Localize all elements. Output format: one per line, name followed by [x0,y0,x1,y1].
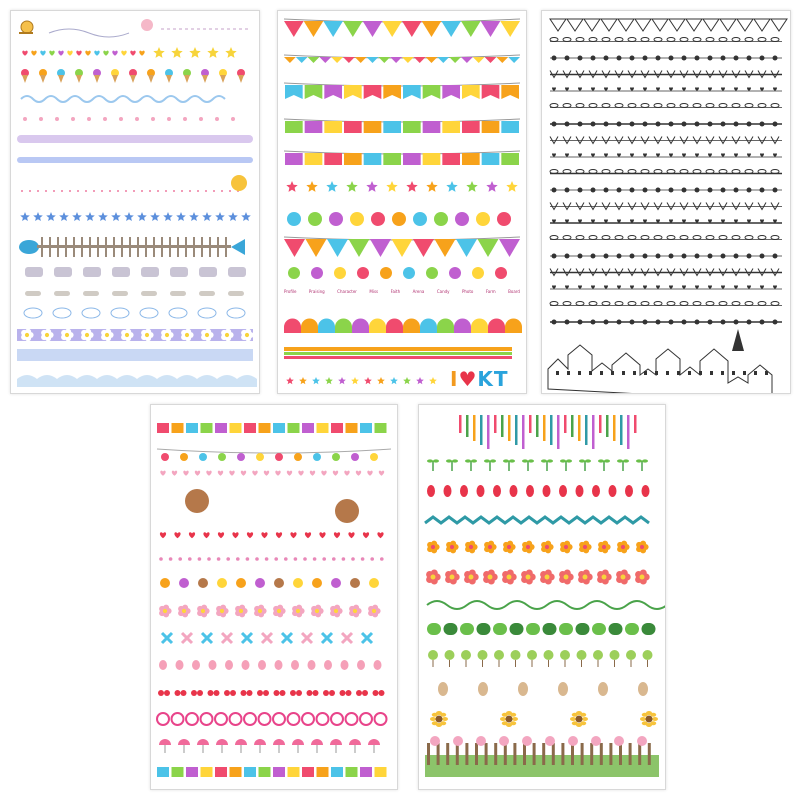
flower-icon [427,541,649,554]
fish-bone-icon [19,237,245,257]
bone-icon [25,291,244,296]
chick-icon [231,175,247,191]
snail-icon [19,21,33,33]
garden-artwork [419,405,665,789]
string-lights-row [157,449,391,461]
label-5: Arena [412,289,425,294]
tree-icon [428,650,653,667]
vine-border [427,601,665,609]
label-4: Faith [390,289,401,294]
label-9: Board [508,289,520,294]
cute-food-sheet [150,404,398,790]
label-7: Photo [461,289,474,294]
sprout-row [427,459,648,471]
rabbit-icon [438,682,648,696]
bunting-banner-sheet [277,10,527,394]
doodle-icon-row [288,267,507,279]
logo-letters-kt: KT [477,367,509,391]
leaf-row [427,623,656,635]
star-icon [286,377,437,384]
cat-face-row [25,267,246,277]
cherry-icon [158,690,385,696]
lace-border-rows [550,19,787,325]
star-icon [20,212,251,221]
paw-print-row [23,117,235,121]
tulip-row [159,660,382,670]
house-icon [548,329,772,393]
train-icon [157,423,387,433]
heart-icon [160,471,384,476]
cloud-icon [24,308,245,318]
label-8: Farm [485,289,496,294]
label-2: Character [337,289,357,294]
sprinkle-row [159,557,383,561]
pig-icon [141,19,153,31]
heart-icon [160,532,384,538]
star-icon [153,47,236,58]
label-0: Profile [284,289,297,294]
heart-ring-row [157,713,387,725]
ice-cream-icon [21,69,245,83]
wave-border [425,517,649,523]
heart-icon [22,51,144,56]
label-1: Praising [308,289,325,294]
hexagon-row [287,212,511,226]
lace-artwork [542,11,790,393]
food-icon-row [160,578,379,588]
label-3: Miss [369,289,379,294]
logo-letter-i: I [450,367,459,391]
label-6: Candy [436,289,450,294]
fence-icon [425,736,659,777]
scallop-row [284,319,522,334]
flower-icon [426,570,650,585]
bunting-artwork [278,11,526,393]
cute-food-artwork [151,405,397,789]
sunflower-icon [430,711,658,727]
star-icon [286,181,517,192]
doodle-labels [284,289,520,294]
train-icon [157,767,387,777]
umbrella-icon [159,739,380,753]
paint-drip-row [459,415,637,449]
brand-logo [450,367,509,391]
botanical-garden-sheet [418,404,666,790]
heart-icon: ♥ [458,367,478,391]
leaf-row [427,485,650,497]
monochrome-lace-sheet [541,10,791,394]
cross-stitch-row [162,633,372,643]
pastel-doodle-artwork [11,11,259,393]
pastel-doodle-sheet [10,10,260,394]
bear-icon [185,489,359,523]
flower-icon [159,605,381,618]
